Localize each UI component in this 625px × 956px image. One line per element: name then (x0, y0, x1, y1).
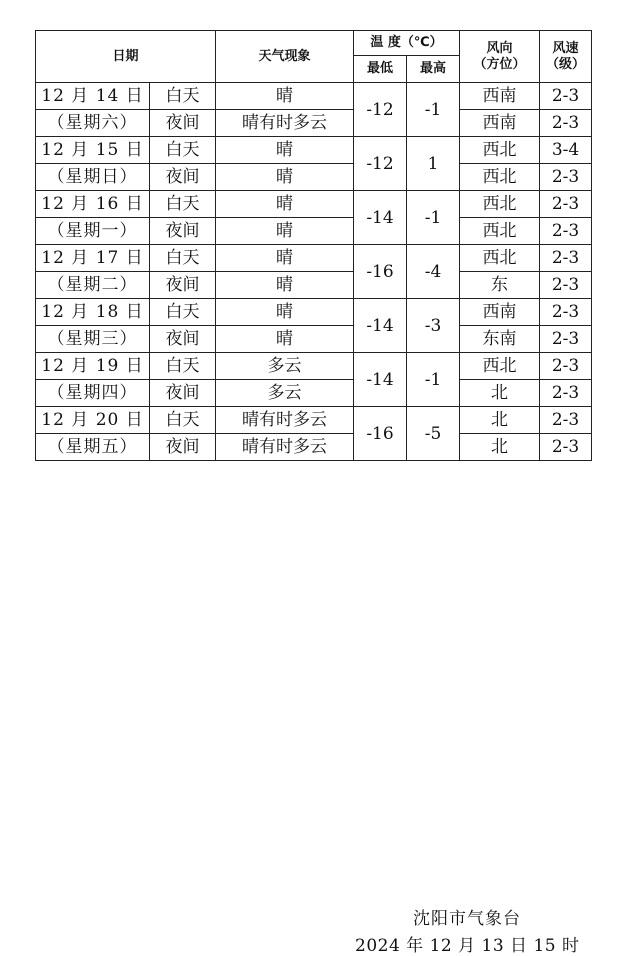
wind-direction-night: 北 (460, 380, 540, 407)
temp-min: -12 (354, 83, 407, 137)
wind-direction-night: 东 (460, 272, 540, 299)
wind-speed-night: 2-3 (540, 218, 592, 245)
date-cell: 12 月 19 日 (36, 353, 150, 380)
period-night: 夜间 (150, 326, 216, 353)
issuing-organization: 沈阳市气象台 (413, 909, 521, 929)
temp-min: -14 (354, 191, 407, 245)
weekday-cell: （星期五） (36, 434, 150, 461)
wind-speed-night: 2-3 (540, 272, 592, 299)
table-row-night (36, 272, 592, 299)
wind-direction-night: 西南 (460, 110, 540, 137)
wind-speed-day: 2-3 (540, 245, 592, 272)
wind-direction-night: 西北 (460, 218, 540, 245)
wind-direction-day: 西北 (460, 137, 540, 164)
temp-min: -16 (354, 245, 407, 299)
table-row-night (36, 218, 592, 245)
date-cell: 12 月 20 日 (36, 407, 150, 434)
table-row-day (36, 83, 592, 110)
weather-night: 多云 (216, 380, 354, 407)
period-night: 夜间 (150, 218, 216, 245)
period-day: 白天 (150, 299, 216, 326)
date-cell: 12 月 17 日 (36, 245, 150, 272)
weekday-cell: （星期三） (36, 326, 150, 353)
period-day: 白天 (150, 245, 216, 272)
date-cell: 12 月 16 日 (36, 191, 150, 218)
temp-max: -1 (407, 353, 460, 407)
weather-day: 晴 (216, 191, 354, 218)
forecast-document (35, 30, 591, 956)
wind-direction-night: 东南 (460, 326, 540, 353)
period-night: 夜间 (150, 380, 216, 407)
temp-min: -14 (354, 299, 407, 353)
weekday-cell: （星期六） (36, 110, 150, 137)
wind-direction-day: 西北 (460, 245, 540, 272)
period-day: 白天 (150, 137, 216, 164)
issue-time: 2024 年 12 月 13 日 15 时 (355, 936, 580, 956)
temp-max: -4 (407, 245, 460, 299)
weekday-cell: （星期日） (36, 164, 150, 191)
wind-speed-night: 2-3 (540, 164, 592, 191)
weather-day: 晴 (216, 245, 354, 272)
temp-min: -16 (354, 407, 407, 461)
weather-night: 晴 (216, 272, 354, 299)
weekday-cell: （星期二） (36, 272, 150, 299)
forecast-table (35, 30, 592, 461)
wind-direction-day: 西北 (460, 191, 540, 218)
table-row-day (36, 137, 592, 164)
header-temperature: 温 度（℃） (354, 31, 460, 56)
wind-speed-day: 2-3 (540, 83, 592, 110)
weather-night: 晴 (216, 218, 354, 245)
weekday-cell: （星期四） (36, 380, 150, 407)
wind-direction-day: 西北 (460, 353, 540, 380)
wind-direction-day: 西南 (460, 83, 540, 110)
period-night: 夜间 (150, 272, 216, 299)
temp-max: -5 (407, 407, 460, 461)
wind-speed-day: 3-4 (540, 137, 592, 164)
date-cell: 12 月 15 日 (36, 137, 150, 164)
table-row-day (36, 191, 592, 218)
wind-speed-night: 2-3 (540, 110, 592, 137)
weather-night: 晴有时多云 (216, 110, 354, 137)
wind-direction-day: 北 (460, 407, 540, 434)
wind-speed-night: 2-3 (540, 434, 592, 461)
weather-day: 晴有时多云 (216, 407, 354, 434)
table-row-night (36, 326, 592, 353)
table-row-day (36, 353, 592, 380)
header-date: 日期 (36, 31, 216, 83)
weather-day: 晴 (216, 83, 354, 110)
weather-day: 晴 (216, 137, 354, 164)
wind-speed-night: 2-3 (540, 326, 592, 353)
period-day: 白天 (150, 407, 216, 434)
header-temp-max: 最高 (407, 56, 460, 83)
period-night: 夜间 (150, 110, 216, 137)
wind-direction-day: 西南 (460, 299, 540, 326)
header-wind-direction-unit: （方位） (473, 56, 526, 72)
weekday-cell: （星期一） (36, 218, 150, 245)
table-row-night (36, 434, 592, 461)
period-day: 白天 (150, 191, 216, 218)
wind-speed-day: 2-3 (540, 353, 592, 380)
table-row-night (36, 380, 592, 407)
weather-day: 晴 (216, 299, 354, 326)
header-wind-direction (460, 31, 540, 83)
header-weather: 天气现象 (216, 31, 354, 83)
table-row-night (36, 164, 592, 191)
temp-min: -12 (354, 137, 407, 191)
weather-night: 晴 (216, 164, 354, 191)
date-cell: 12 月 18 日 (36, 299, 150, 326)
weather-day: 多云 (216, 353, 354, 380)
header-wind-speed-label: 风速 (552, 40, 579, 56)
temp-max: -3 (407, 299, 460, 353)
table-row-day (36, 299, 592, 326)
header-wind-direction-label: 风向 (486, 40, 513, 56)
wind-speed-day: 2-3 (540, 299, 592, 326)
date-cell: 12 月 14 日 (36, 83, 150, 110)
wind-direction-night: 北 (460, 434, 540, 461)
header-wind-speed (540, 31, 592, 83)
table-row-night (36, 110, 592, 137)
period-night: 夜间 (150, 434, 216, 461)
temp-max: 1 (407, 137, 460, 191)
header-temp-min: 最低 (354, 56, 407, 83)
wind-direction-night: 西北 (460, 164, 540, 191)
header-wind-speed-unit: （级） (546, 56, 586, 72)
wind-speed-night: 2-3 (540, 380, 592, 407)
table-row-day (36, 245, 592, 272)
period-day: 白天 (150, 353, 216, 380)
wind-speed-day: 2-3 (540, 407, 592, 434)
temp-max: -1 (407, 83, 460, 137)
table-row-day (36, 407, 592, 434)
period-night: 夜间 (150, 164, 216, 191)
temp-min: -14 (354, 353, 407, 407)
forecast-rows (36, 83, 592, 461)
period-day: 白天 (150, 83, 216, 110)
temp-max: -1 (407, 191, 460, 245)
weather-night: 晴有时多云 (216, 434, 354, 461)
weather-night: 晴 (216, 326, 354, 353)
wind-speed-day: 2-3 (540, 191, 592, 218)
